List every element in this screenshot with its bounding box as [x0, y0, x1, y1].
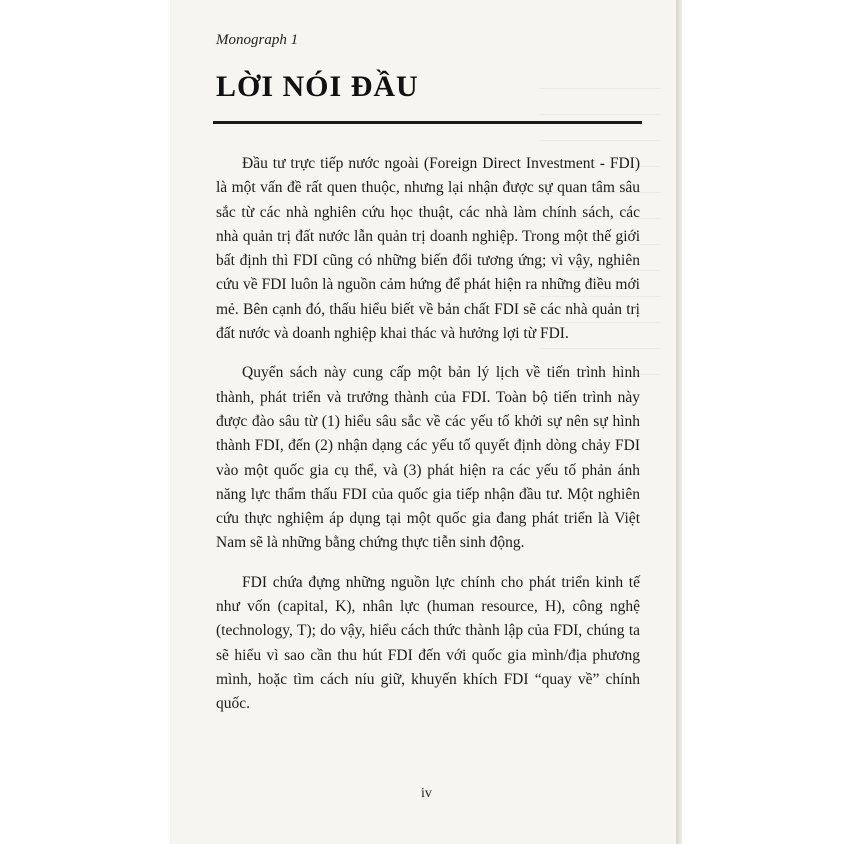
paragraph-2: Quyển sách này cung cấp một bản lý lịch về tiến trình hình thành, phát triển và trưởng thành của FDI. Toàn bộ tiến trình này được đào sâu từ (1) hiểu sâu sắc về các yếu tố khởi sự nên sự hình thành FDI, đến (2) nhận dạng các yếu tố quyết định dòng chảy FDI vào một quốc gia cụ thể, và (3) phát hiện ra các yếu tố phản ánh năng lực thẩm thấu FDI của quốc gia tiếp nhận đầu tư. Một nghiên cứu thực nghiệm áp dụng tại một quốc gia đang phát triển là Việt Nam sẽ là những bằng chứng thực tiễn sinh động.: [216, 364, 640, 552]
paragraph-1: Đầu tư trực tiếp nước ngoài (Foreign Direct Investment - FDI) là một vấn đề rất quen thuộc, nhưng lại nhận được sự quan tâm sâu sắc từ các nhà nghiên cứu học thuật, các nhà làm chính sách, các nhà quản trị đất nước lẫn quản trị doanh nghiệp. Trong một thế giới bất định thì FDI cũng có những biến đổi tương ứng; vì vậy, nghiên cứu về FDI luôn là nguồn cảm hứng để phát hiện ra những điều mới mẻ. Bên cạnh đó, thấu hiểu biết về bản chất FDI sẽ các nhà quản trị đất nước và doanh nghiệp khai thác và hưởng lợi từ FDI.: [216, 155, 640, 343]
paragraph-3: FDI chứa đựng những nguồn lực chính cho phát triển kinh tế như vốn (capital, K), nhân lực (human resource, H), công nghệ (technology, T); do vậy, hiểu cách thức thành lập của FDI, chúng ta sẽ hiểu vì sao cần thu hút FDI đến với quốc gia mình/địa phương mình, hoặc tìm cách níu giữ, khuyến khích FDI “quay về” chính quốc.: [216, 573, 640, 713]
page-number: iv: [421, 786, 432, 801]
running-head: Monograph 1: [216, 32, 299, 48]
title-underline-rule: [213, 121, 642, 124]
body-text: [216, 152, 640, 732]
page-edge-shadow: [676, 0, 682, 844]
chapter-title: LỜI NÓI ĐẦU: [216, 70, 419, 103]
